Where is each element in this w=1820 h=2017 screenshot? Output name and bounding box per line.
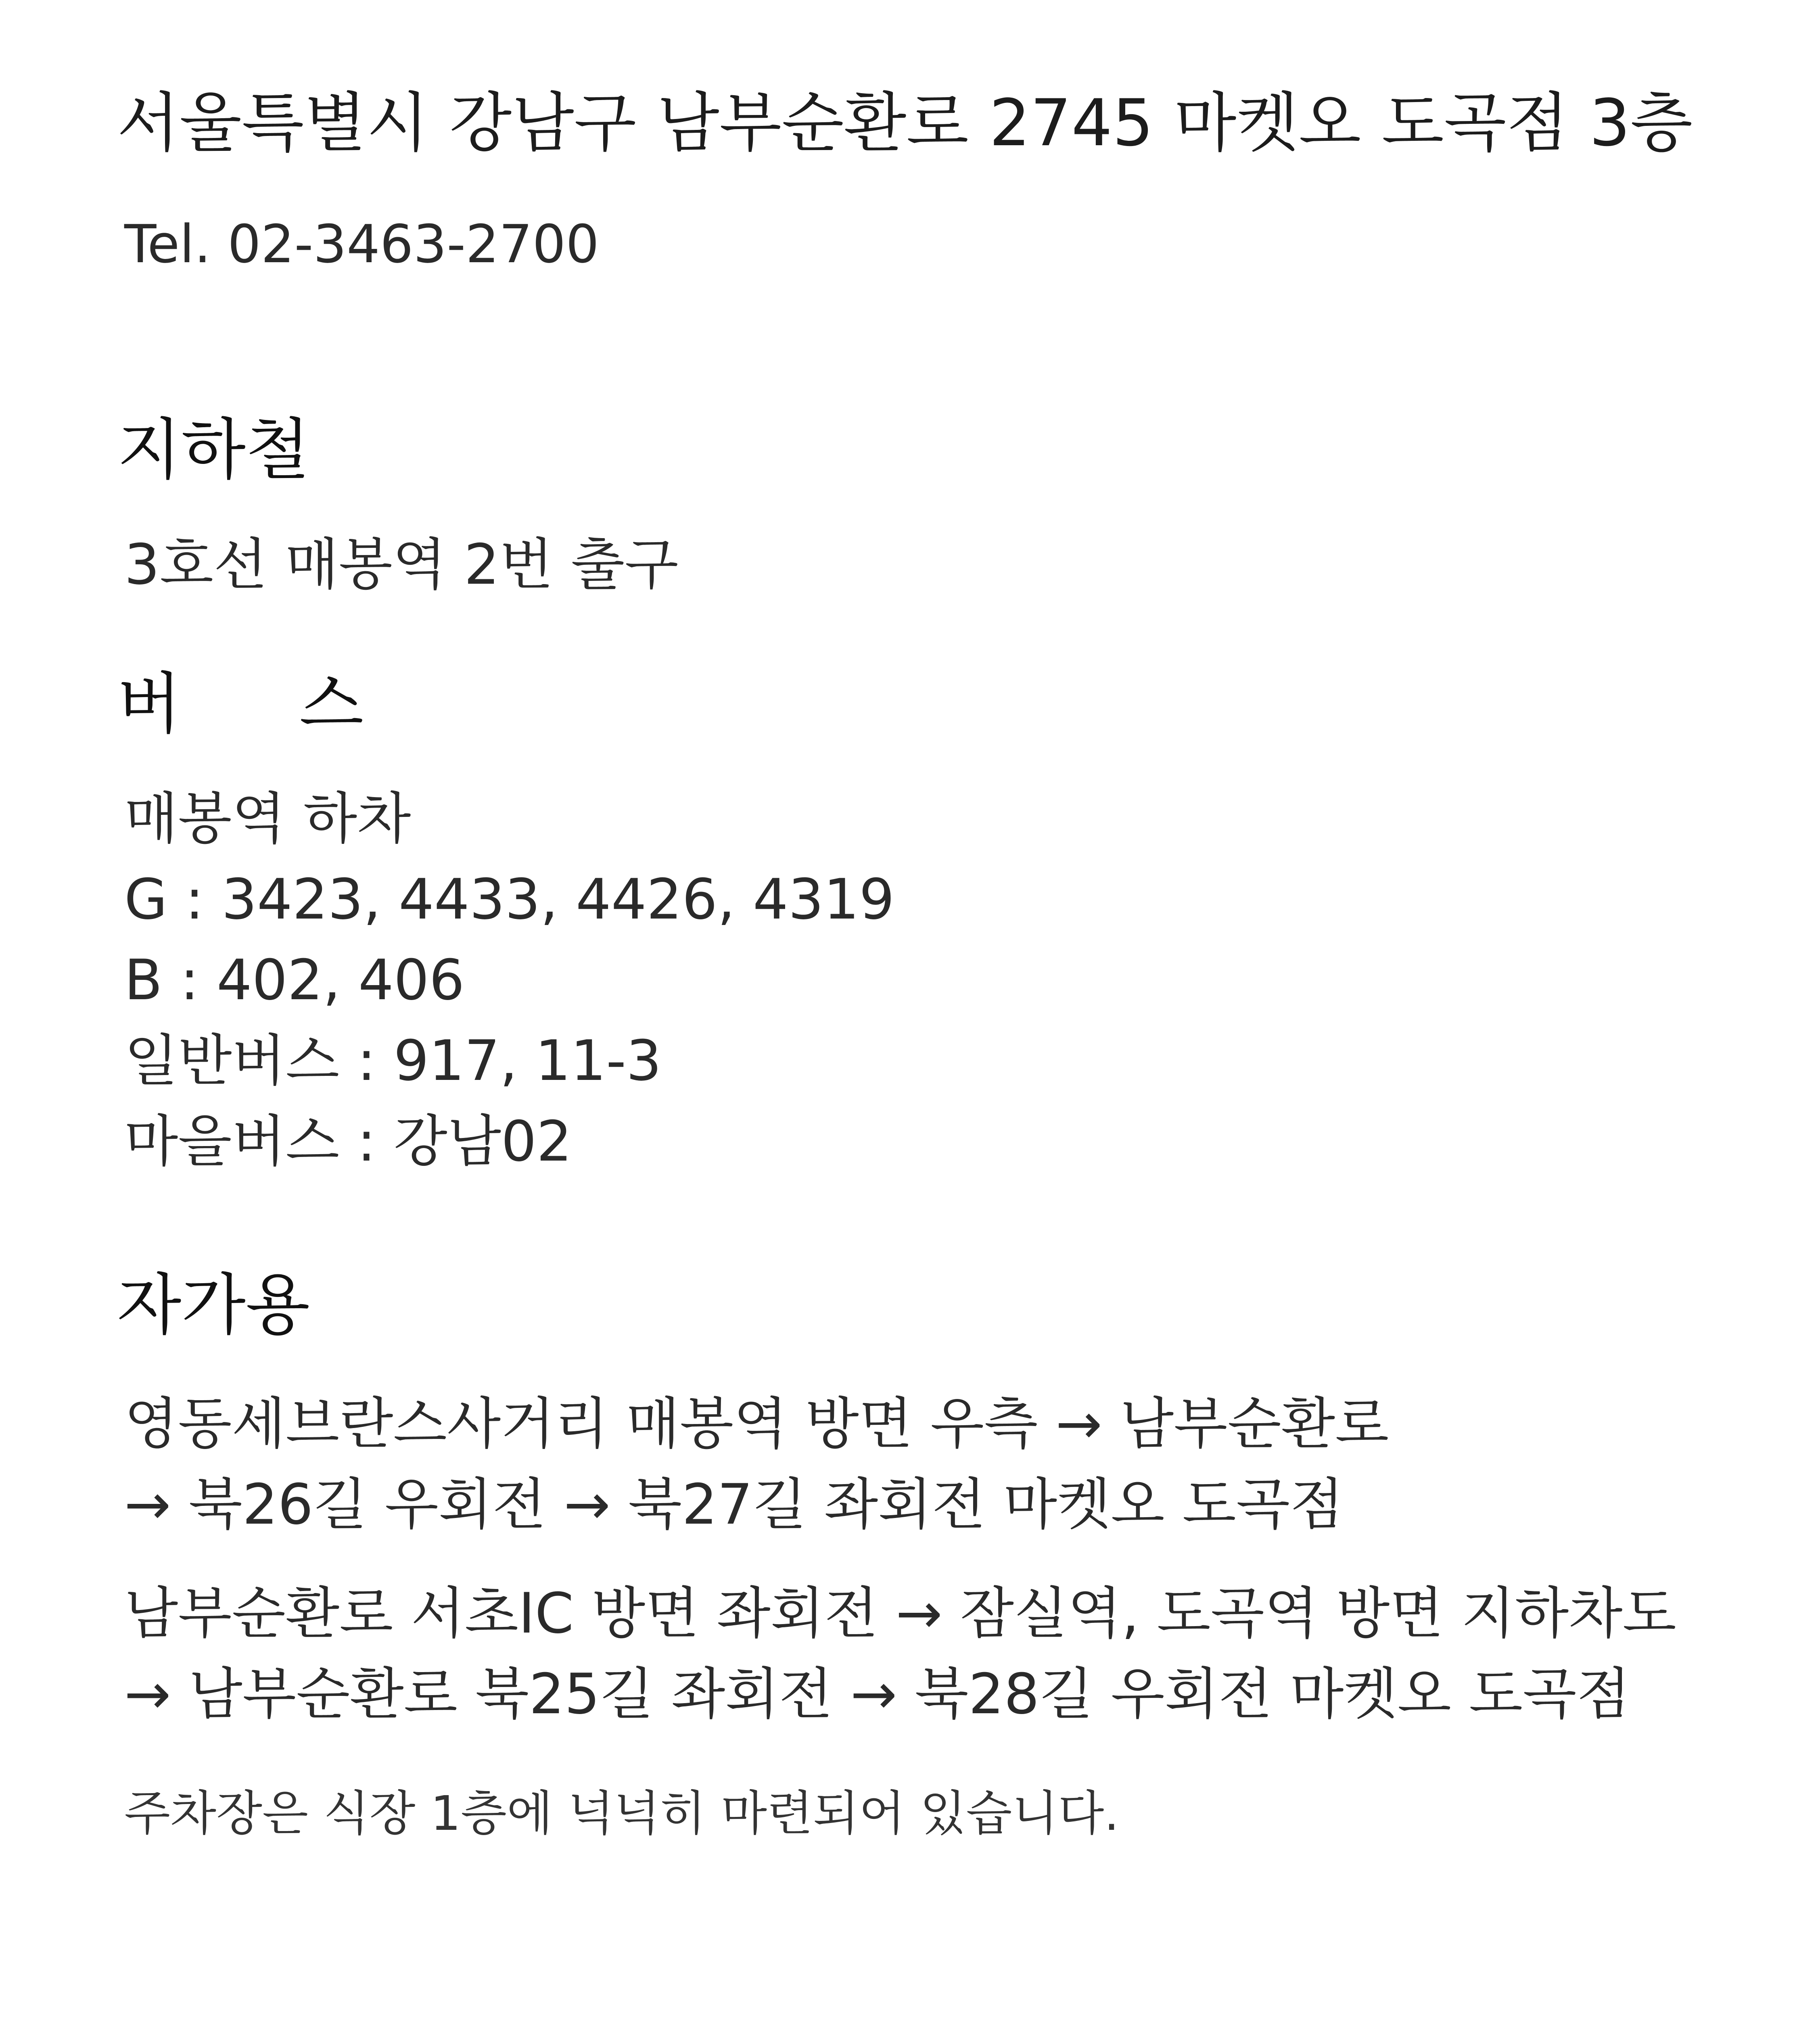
bus-line-2: G : 3423, 4433, 4426, 4319 — [124, 867, 895, 932]
bus-line-4: 일반버스 : 917, 11-3 — [124, 1028, 662, 1093]
car-route2-line1: 남부순환로 서초IC 방면 좌회전 → 잠실역, 도곡역 방면 지하차도 — [124, 1581, 1676, 1646]
car-route2-line2: → 남부순환로 북25길 좌회전 → 북28길 우회전 마켓오 도곡점 — [124, 1662, 1630, 1727]
parking-note: 주차장은 식장 1층에 넉넉히 마련되어 있습니다. — [124, 1785, 1119, 1841]
address-text: 서울특별시 강남구 남부순환로 2745 마켓오 도곡점 3층 — [117, 85, 1693, 161]
bus-line-5: 마을버스 : 강남02 — [124, 1109, 572, 1174]
bus-heading: 버 스 — [117, 665, 412, 743]
bus-line-3: B : 402, 406 — [124, 948, 465, 1013]
car-heading: 자가용 — [117, 1266, 310, 1344]
car-route1-line2: → 북26길 우회전 → 북27길 좌회전 마켓오 도곡점 — [124, 1472, 1344, 1537]
bus-line-1: 매봉역 하차 — [124, 786, 411, 851]
car-route1-line1: 영동세브란스사거리 매봉역 방면 우측 → 남부순환로 — [124, 1391, 1389, 1456]
tel-text[interactable]: Tel. 02-3463-2700 — [124, 213, 599, 275]
subway-heading: 지하철 — [117, 411, 310, 489]
subway-line-1: 3호선 매봉역 2번 출구 — [124, 532, 679, 597]
